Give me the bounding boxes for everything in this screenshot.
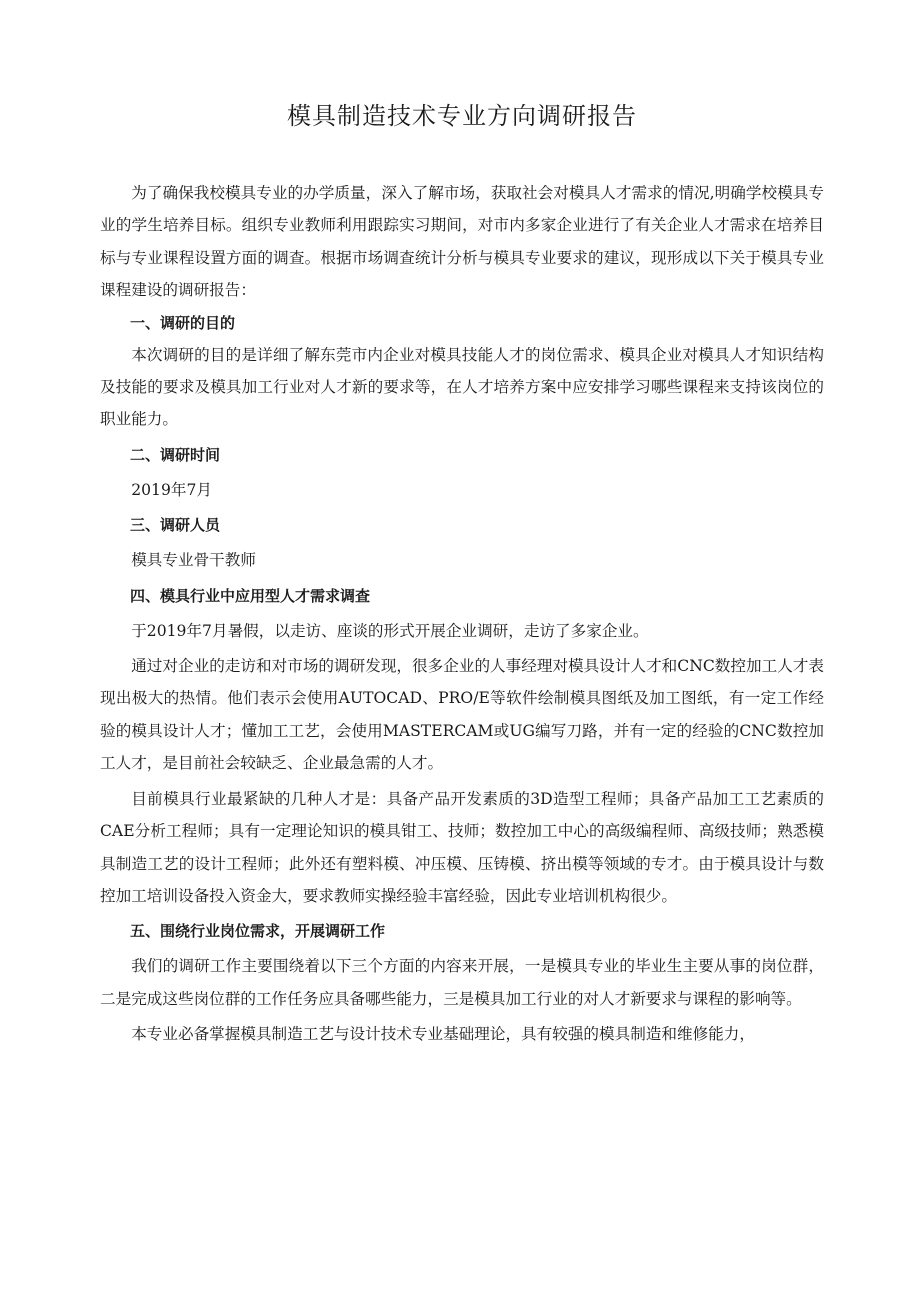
document-body <box>100 177 824 1051</box>
section-text-purpose: 本次调研的目的是详细了解东莞市内企业对模具技能人才的岗位需求、模具企业对模具人才知识结构及技能的要求及模具加工行业对人才新的要求等，在人才培养方案中应安排学习哪些课程来支持该岗位的职业能力。 <box>100 345 824 429</box>
intro-paragraph: 为了确保我校模具专业的办学质量，深入了解市场，获取社会对模具人才需求的情况,明确学校模具专业的学生培养目标。组织专业教师利用跟踪实习期间，对市内多家企业进行了有关企业人才需求在培养目标与专业课程设置方面的调查。根据市场调查统计分析与模具专业要求的建议，现形成以下关于模具专业课程建设的调研报告： <box>100 184 824 300</box>
section-survey-paragraph-2: 通过对企业的走访和对市场的调研发现，很多企业的人事经理对模具设计人才和CNC数控加工人才表现出极大的热情。他们表示会使用AUTOCAD、PRO/E等软件绘制模具图纸及加工图纸，有一定工作经验的模具设计人才；懂加工工艺，会使用MASTERCAM或UG编写刀路，并有一定的经验的CNC数控加工人才，是目前社会较缺乏、企业最急需的人才。 <box>100 657 824 773</box>
section-heading-staff: 三、调研人员 <box>130 516 221 535</box>
section-heading-work: 五、围绕行业岗位需求，开展调研工作 <box>130 922 386 941</box>
section-text-time: 2019年7月 <box>131 480 212 499</box>
section-work-paragraph-1: 我们的调研工作主要围绕着以下三个方面的内容来开展，一是模具专业的毕业生主要从事的岗位群，二是完成这些岗位群的工作任务应具备哪些能力，三是模具加工行业的对人才新要求与课程的影响等。 <box>100 957 824 1008</box>
section-heading-survey: 四、模具行业中应用型人才需求调查 <box>130 586 371 605</box>
section-heading-time: 二、调研时间 <box>130 445 221 464</box>
section-survey-paragraph-1: 于2019年7月暑假，以走访、座谈的形式开展企业调研，走访了多家企业。 <box>131 621 649 640</box>
document-title: 模具制造技术专业方向调研报告 <box>287 102 637 130</box>
section-heading-purpose: 一、调研的目的 <box>130 313 236 332</box>
section-work-paragraph-2: 本专业必备掌握模具制造工艺与设计技术专业基础理论，具有较强的模具制造和维修能力， <box>131 1025 755 1044</box>
section-survey-paragraph-3: 目前模具行业最紧缺的几种人才是：具备产品开发素质的3D造型工程师；具备产品加工工艺素质的CAE分析工程师；具有一定理论知识的模具钳工、技师；数控加工中心的高级编程师、高级技师；熟悉模具制造工艺的设计工程师；此外还有塑料模、冲压模、压铸模、挤出模等领域的专才。由于模具设计与数控加工培训设备投入资金大，要求教师实操经验丰富经验，因此专业培训机构很少。 <box>100 789 824 905</box>
section-text-staff: 模具专业骨干教师 <box>131 551 256 570</box>
